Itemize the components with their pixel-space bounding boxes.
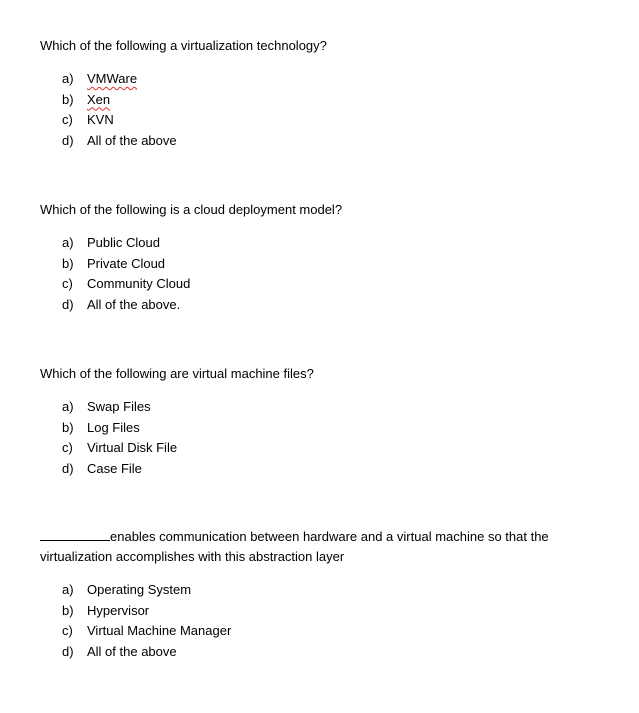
question-1-options (40, 69, 600, 152)
question-2-option-d (40, 295, 600, 316)
question-3-option-c (40, 438, 600, 459)
option-marker: b) (62, 91, 74, 107)
question-3-option-a (40, 397, 600, 418)
option-label: Swap Files (87, 399, 151, 414)
question-4-option-c (40, 621, 600, 642)
option-marker: c) (62, 112, 73, 128)
option-marker: b) (62, 602, 74, 618)
option-marker: c) (62, 440, 73, 456)
question-2-option-c (40, 274, 600, 295)
question-4 (40, 527, 600, 663)
question-1-option-c (40, 110, 600, 131)
question-3-option-b (40, 418, 600, 439)
option-label: Private Cloud (87, 255, 166, 271)
question-4-option-d (40, 642, 600, 663)
question-1-text: Which of the following a virtualization technology? (40, 38, 327, 53)
option-label: Community Cloud (87, 276, 191, 292)
option-marker: c) (62, 623, 73, 639)
option-label: Virtual Machine Manager (87, 623, 232, 639)
option-marker: b) (62, 255, 74, 271)
question-4-text (40, 527, 600, 567)
question-1-option-b (40, 90, 600, 111)
option-marker: c) (62, 276, 73, 292)
question-2 (40, 200, 600, 316)
question-4-text-line2: virtualization accomplishes with this abstraction layer (40, 549, 345, 564)
option-marker: a) (62, 582, 74, 597)
question-3 (40, 364, 600, 480)
question-1-option-a (40, 69, 600, 90)
question-4-option-b (40, 601, 600, 622)
option-label: All of the above (87, 644, 177, 660)
option-label: Hypervisor (87, 602, 150, 618)
option-label: Public Cloud (87, 235, 160, 250)
question-2-text: Which of the following is a cloud deployment model? (40, 202, 343, 217)
option-marker: d) (62, 133, 74, 149)
option-label: VMWare (87, 71, 138, 86)
option-marker: b) (62, 419, 74, 435)
question-3-options (40, 397, 600, 480)
option-label: Virtual Disk File (87, 440, 178, 456)
option-marker: d) (62, 297, 74, 313)
question-3-option-d (40, 459, 600, 480)
question-2-option-a (40, 233, 600, 254)
option-label: Operating System (87, 582, 192, 597)
option-label: Case File (87, 461, 142, 477)
option-label: All of the above. (87, 297, 181, 313)
option-label: KVN (87, 112, 114, 128)
question-2-options (40, 233, 600, 316)
option-label: All of the above (87, 133, 177, 149)
option-label: Log Files (87, 419, 140, 435)
question-4-options (40, 580, 600, 663)
question-4-option-a (40, 580, 600, 601)
option-marker: a) (62, 399, 74, 414)
question-1 (40, 36, 600, 152)
option-marker: d) (62, 461, 74, 477)
question-4-text-line1: enables communication between hardware and a virtual machine so that the (110, 529, 549, 544)
answer-blank (40, 528, 110, 541)
question-2-option-b (40, 254, 600, 275)
question-1-option-d (40, 131, 600, 152)
option-marker: a) (62, 235, 74, 250)
option-label: Xen (87, 91, 111, 107)
option-marker: a) (62, 71, 74, 86)
question-3-text: Which of the following are virtual machine files? (40, 366, 314, 381)
option-marker: d) (62, 644, 74, 660)
